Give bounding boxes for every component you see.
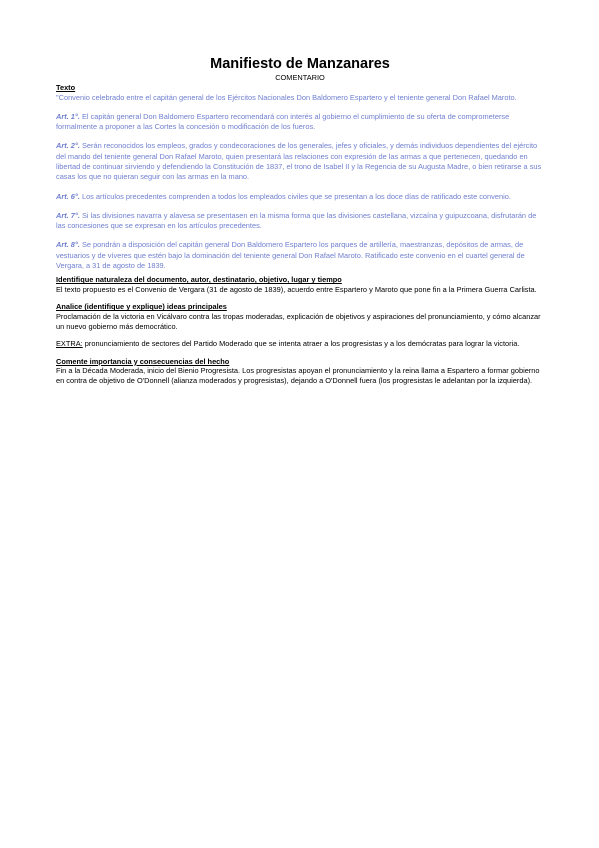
comente-text: Fin a la Década Moderada, inicio del Bienio Progresista. Los progresistas apoyan el pronunciamiento y la reina llama a Espartero a formar gobierno en contra de objetivo de O'Donnell (alianza moderados y progresistas), dejando a O'Donnell fuera (los progresistas le adelantan por la izquierda). (56, 366, 540, 386)
extra-label: EXTRA: (56, 339, 83, 349)
article-6-text: Los artículos precedentes comprenden a todos los empleados civiles que se presentan a los doce días de ratificado este convenio. (79, 191, 511, 201)
article-8-label: Art. 8°. (56, 240, 80, 250)
article-2 (56, 141, 544, 182)
identifique-text: El texto propuesto es el Convenio de Vergara (31 de agosto de 1839), acuerdo entre Espartero y Maroto que pone fin a la Primera Guerra Carlista. (56, 284, 537, 294)
document-title: Manifiesto de Manzanares (210, 56, 390, 72)
analice-heading: Analice (identifique y explique) ideas principales (56, 302, 227, 312)
article-8-text: Se pondrán a disposición del capitán general Don Baldomero Espartero los parques de artillería, maestranzas, depósitos de armas, de vestuarios y de víveres que estén bajo la dominación del teniente general Don Rafael Maroto. Ratificado este convenio en el cuartel general de Vergara, a 31 de agosto de 1839. (56, 240, 525, 271)
article-2-label: Art. 2°. (56, 141, 80, 151)
article-7 (56, 211, 544, 232)
article-1-text: El capitán general Don Baldomero Espartero recomendará con interés al gobierno el cumplimiento de su oferta de comprometerse formalmente a proponer a las Cortes la concesión o modificación de los fueros. (56, 111, 510, 132)
identifique-heading: Identifique naturaleza del documento, autor, destinatario, objetivo, lugar y tiempo (56, 275, 342, 285)
article-7-text: Si las divisiones navarra y alavesa se presentasen en la misma forma que las divisiones castellana, vizcaína y guipuzcoana, disfrutarán de las concesiones que se expresan en los artículos precedentes. (56, 210, 537, 231)
article-1-label: Art. 1°. (56, 111, 80, 121)
extra-text: pronunciamiento de sectores del Partido Moderado que se intenta atraer a los progresistas y a los demócratas para lograr la victoria. (82, 339, 520, 349)
document-subtitle: COMENTARIO (275, 73, 325, 82)
article-7-label: Art. 7°. (56, 210, 80, 220)
article-2-text: Serán reconocidos los empleos, grados y condecoraciones de los generales, jefes y oficiales, y demás individuos dependientes del ejército del mando del teniente general Don Rafael Maroto, quien presentará las relaciones con expresión de las armas a que pertenecen, quedando en libertad de continuar sirviendo y defendiendo la Constitución de 1837, el trono de Isabel II y la Regencia de su Augusta Madre, o bien retirarse a sus casas los que no quieran seguir con las armas en la mano. (56, 141, 542, 182)
extra-paragraph (56, 339, 544, 349)
article-8 (56, 240, 544, 271)
convenio-intro: "Convenio celebrado entre el capitán general de los Ejércitos Nacionales Don Baldomero Espartero y el teniente general Don Rafael Maroto. (56, 92, 517, 102)
texto-heading: Texto (56, 83, 76, 92)
article-1 (56, 112, 544, 133)
analice-text: Proclamación de la victoria en Vicálvaro contra las tropas moderadas, explicación de objetivos y aspiraciones del pronunciamiento, y cómo alcanzar un nuevo gobierno más democrático. (56, 311, 541, 331)
comente-heading: Comente importancia y consecuencias del hecho (56, 356, 230, 366)
document-page (56, 56, 544, 387)
article-6 (56, 192, 544, 202)
article-6-label: Art. 6°. (56, 191, 80, 201)
